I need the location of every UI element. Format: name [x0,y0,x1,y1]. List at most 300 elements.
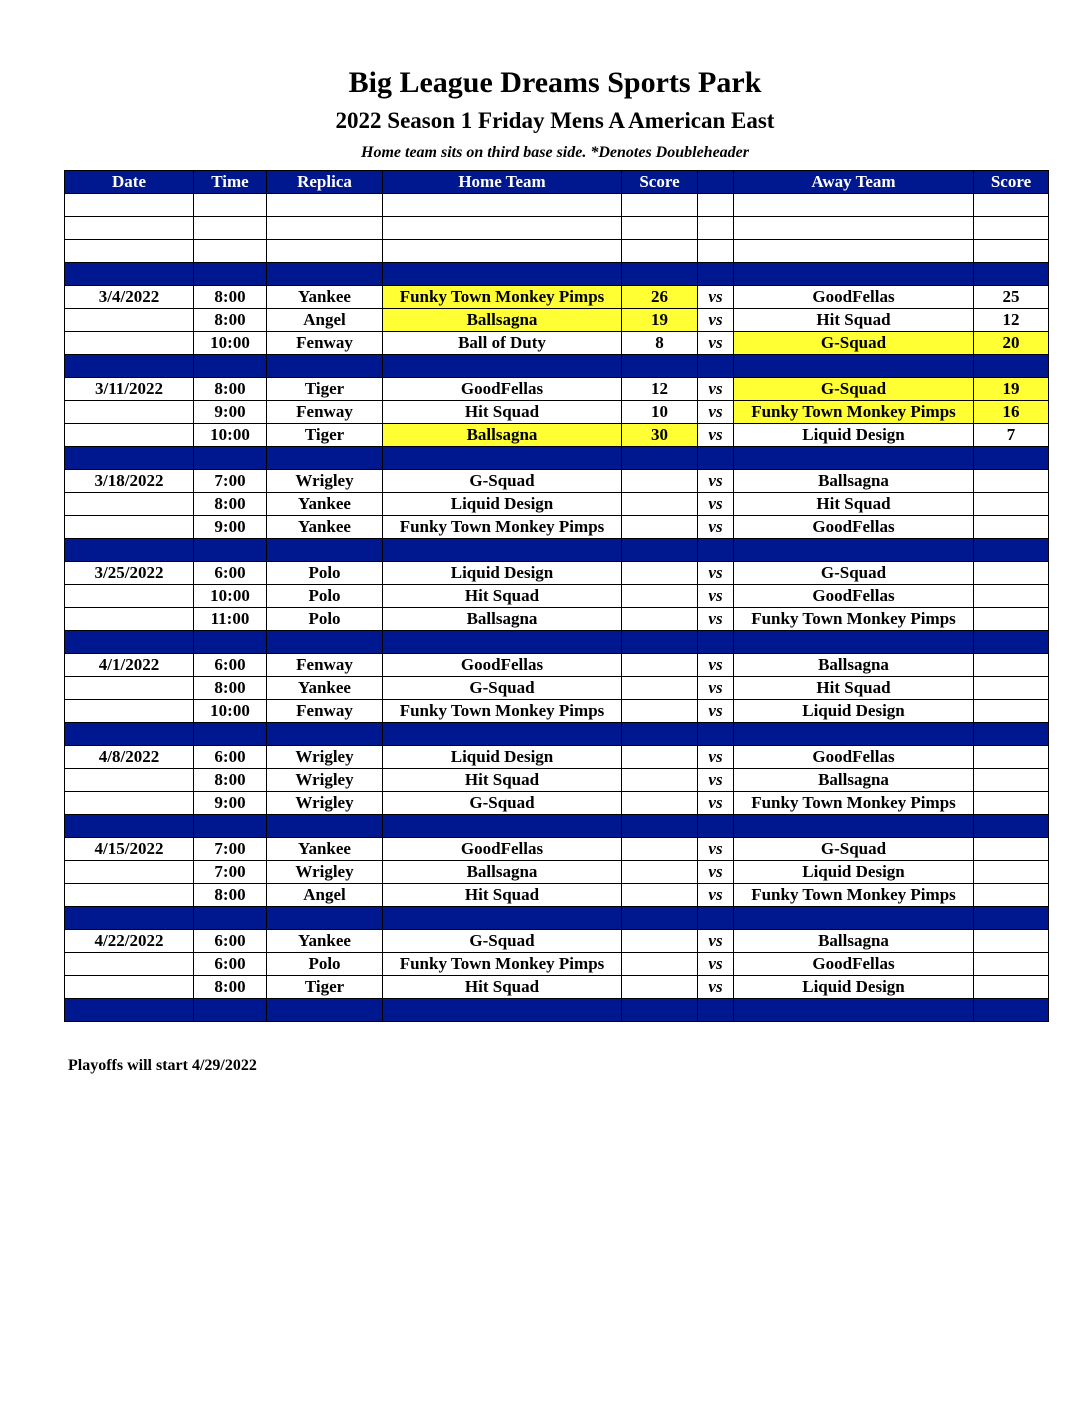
replica-cell [267,907,383,930]
vs-cell [698,355,734,378]
vs-cell: vs [698,424,734,447]
replica-cell [267,263,383,286]
date-cell [65,401,194,424]
separator-row [65,815,1049,838]
home-score-cell [622,815,698,838]
replica-cell [267,539,383,562]
away-score-cell [974,769,1049,792]
table-row [65,700,1049,723]
vs-cell: vs [698,378,734,401]
vs-cell: vs [698,677,734,700]
home-team-cell [383,355,622,378]
away-team-cell: GoodFellas [734,746,974,769]
away-score-cell [974,815,1049,838]
date-cell [65,309,194,332]
replica-cell: Fenway [267,332,383,355]
home-score-cell: 10 [622,401,698,424]
vs-cell [698,999,734,1022]
replica-cell: Angel [267,309,383,332]
table-row [65,769,1049,792]
away-team-cell [734,907,974,930]
home-score-cell [622,516,698,539]
away-team-cell: Funky Town Monkey Pimps [734,792,974,815]
vs-cell: vs [698,562,734,585]
away-score-cell: 20 [974,332,1049,355]
table-row [65,930,1049,953]
home-score-cell [622,240,698,263]
home-score-cell: 8 [622,332,698,355]
replica-cell: Fenway [267,654,383,677]
home-team-cell: GoodFellas [383,378,622,401]
away-team-cell: Ballsagna [734,769,974,792]
time-cell: 7:00 [194,861,267,884]
table-row [65,585,1049,608]
home-team-cell: Ballsagna [383,309,622,332]
date-cell: 3/4/2022 [65,286,194,309]
table-row [65,792,1049,815]
time-cell: 10:00 [194,585,267,608]
away-score-cell: 25 [974,286,1049,309]
away-score-cell [974,539,1049,562]
away-score-cell: 12 [974,309,1049,332]
time-cell: 8:00 [194,884,267,907]
time-cell [194,539,267,562]
vs-cell: vs [698,309,734,332]
home-score-cell: 26 [622,286,698,309]
date-cell [65,953,194,976]
home-score-cell [622,999,698,1022]
time-cell: 8:00 [194,493,267,516]
date-cell [65,677,194,700]
vs-cell [698,194,734,217]
away-score-cell [974,608,1049,631]
time-cell: 6:00 [194,930,267,953]
away-score-cell: 16 [974,401,1049,424]
away-score-cell [974,585,1049,608]
replica-cell: Wrigley [267,746,383,769]
date-cell [65,539,194,562]
vs-cell: vs [698,838,734,861]
date-cell: 3/11/2022 [65,378,194,401]
home-score-cell [622,539,698,562]
replica-cell [267,355,383,378]
date-cell [65,332,194,355]
separator-row [65,723,1049,746]
home-team-cell [383,539,622,562]
date-cell [65,516,194,539]
away-score-cell [974,562,1049,585]
away-score-cell [974,907,1049,930]
vs-cell: vs [698,608,734,631]
table-row [65,976,1049,999]
replica-cell [267,815,383,838]
home-score-cell: 19 [622,309,698,332]
vs-cell [698,263,734,286]
away-team-cell: Ballsagna [734,470,974,493]
replica-cell [267,217,383,240]
replica-cell: Yankee [267,930,383,953]
away-score-cell [974,999,1049,1022]
away-team-cell: GoodFellas [734,953,974,976]
time-cell [194,355,267,378]
time-cell: 8:00 [194,976,267,999]
time-cell: 6:00 [194,654,267,677]
separator-row [65,539,1049,562]
away-score-cell [974,470,1049,493]
away-team-cell: G-Squad [734,378,974,401]
home-team-cell [383,240,622,263]
time-cell [194,240,267,263]
date-cell [65,217,194,240]
away-team-cell: G-Squad [734,562,974,585]
home-score-cell [622,470,698,493]
replica-cell: Tiger [267,378,383,401]
table-row [65,838,1049,861]
table-row [65,516,1049,539]
away-team-cell: Funky Town Monkey Pimps [734,884,974,907]
vs-cell: vs [698,792,734,815]
separator-row [65,447,1049,470]
date-cell [65,999,194,1022]
time-cell: 7:00 [194,470,267,493]
home-team-cell [383,631,622,654]
time-cell: 8:00 [194,677,267,700]
date-cell [65,907,194,930]
date-cell: 4/1/2022 [65,654,194,677]
vs-cell: vs [698,286,734,309]
home-team-cell [383,999,622,1022]
home-score-cell [622,838,698,861]
replica-cell: Tiger [267,976,383,999]
time-cell [194,217,267,240]
date-cell [65,700,194,723]
table-row [65,884,1049,907]
vs-cell: vs [698,861,734,884]
home-team-cell: Hit Squad [383,769,622,792]
home-score-cell [622,746,698,769]
time-cell [194,631,267,654]
table-row [65,953,1049,976]
date-cell [65,861,194,884]
table-row [65,608,1049,631]
table-row [65,470,1049,493]
away-score-cell [974,976,1049,999]
away-score-cell [974,355,1049,378]
replica-cell: Yankee [267,493,383,516]
date-cell [65,355,194,378]
date-cell [65,631,194,654]
table-row [65,401,1049,424]
vs-cell [698,447,734,470]
vs-cell [698,539,734,562]
col-header-away-score: Score [974,171,1049,194]
away-score-cell [974,723,1049,746]
home-team-cell: Hit Squad [383,884,622,907]
time-cell: 8:00 [194,769,267,792]
away-team-cell: Liquid Design [734,700,974,723]
home-score-cell [622,907,698,930]
away-score-cell [974,654,1049,677]
date-cell [65,608,194,631]
away-team-cell: Hit Squad [734,493,974,516]
col-header-home-team: Home Team [383,171,622,194]
home-team-cell: Funky Town Monkey Pimps [383,516,622,539]
table-row [65,654,1049,677]
home-score-cell [622,608,698,631]
vs-cell: vs [698,746,734,769]
home-score-cell [622,792,698,815]
vs-cell [698,723,734,746]
separator-row [65,263,1049,286]
time-cell: 7:00 [194,838,267,861]
vs-cell: vs [698,401,734,424]
home-score-cell: 30 [622,424,698,447]
home-team-cell [383,194,622,217]
away-score-cell [974,930,1049,953]
time-cell [194,263,267,286]
away-score-cell [974,194,1049,217]
home-team-cell: Liquid Design [383,493,622,516]
blank-row [65,240,1049,263]
schedule-table [64,170,1049,1022]
away-score-cell [974,516,1049,539]
away-score-cell [974,263,1049,286]
time-cell [194,447,267,470]
away-team-cell: Liquid Design [734,976,974,999]
away-team-cell: Funky Town Monkey Pimps [734,608,974,631]
home-score-cell [622,700,698,723]
away-score-cell [974,700,1049,723]
away-score-cell [974,792,1049,815]
table-row [65,309,1049,332]
replica-cell: Angel [267,884,383,907]
away-score-cell [974,746,1049,769]
away-team-cell: GoodFellas [734,585,974,608]
table-row [65,493,1049,516]
away-team-cell [734,631,974,654]
date-cell [65,447,194,470]
away-team-cell: Liquid Design [734,861,974,884]
date-cell [65,585,194,608]
away-team-cell [734,539,974,562]
vs-cell: vs [698,585,734,608]
vs-cell: vs [698,953,734,976]
replica-cell [267,240,383,263]
col-header-time: Time [194,171,267,194]
table-row [65,861,1049,884]
away-score-cell [974,677,1049,700]
col-header-away-team: Away Team [734,171,974,194]
vs-cell: vs [698,493,734,516]
home-team-cell: Funky Town Monkey Pimps [383,700,622,723]
date-cell: 4/8/2022 [65,746,194,769]
away-score-cell [974,861,1049,884]
date-cell [65,240,194,263]
vs-cell: vs [698,930,734,953]
date-cell [65,976,194,999]
home-team-cell: Funky Town Monkey Pimps [383,286,622,309]
home-score-cell [622,631,698,654]
home-team-cell [383,217,622,240]
away-team-cell [734,217,974,240]
time-cell: 9:00 [194,401,267,424]
date-cell: 4/15/2022 [65,838,194,861]
away-team-cell: Funky Town Monkey Pimps [734,401,974,424]
away-score-cell [974,884,1049,907]
home-score-cell [622,677,698,700]
replica-cell [267,447,383,470]
away-team-cell [734,240,974,263]
time-cell: 9:00 [194,516,267,539]
vs-cell: vs [698,700,734,723]
home-team-cell [383,263,622,286]
home-score-cell [622,217,698,240]
time-cell [194,815,267,838]
replica-cell [267,723,383,746]
header-row [65,171,1049,194]
home-team-cell: G-Squad [383,930,622,953]
time-cell: 10:00 [194,424,267,447]
home-score-cell [622,355,698,378]
col-header-date: Date [65,171,194,194]
vs-cell: vs [698,884,734,907]
home-score-cell [622,723,698,746]
vs-cell [698,631,734,654]
table-row [65,746,1049,769]
vs-cell: vs [698,976,734,999]
replica-cell: Yankee [267,286,383,309]
time-cell: 8:00 [194,286,267,309]
time-cell: 9:00 [194,792,267,815]
home-team-cell [383,907,622,930]
home-score-cell [622,194,698,217]
table-row [65,332,1049,355]
away-team-cell [734,263,974,286]
home-score-cell [622,263,698,286]
away-team-cell [734,999,974,1022]
home-score-cell [622,884,698,907]
table-row [65,562,1049,585]
away-score-cell [974,838,1049,861]
replica-cell: Tiger [267,424,383,447]
date-cell [65,424,194,447]
date-cell [65,815,194,838]
date-cell: 3/25/2022 [65,562,194,585]
col-header-vs [698,171,734,194]
date-cell: 4/22/2022 [65,930,194,953]
replica-cell [267,631,383,654]
vs-cell: vs [698,516,734,539]
vs-cell [698,907,734,930]
away-team-cell: GoodFellas [734,286,974,309]
separator-row [65,631,1049,654]
away-score-cell [974,217,1049,240]
home-team-cell: Ballsagna [383,861,622,884]
home-team-cell: Ballsagna [383,608,622,631]
vs-cell: vs [698,654,734,677]
home-score-cell [622,769,698,792]
replica-cell: Polo [267,562,383,585]
away-team-cell: GoodFellas [734,516,974,539]
date-cell: 3/18/2022 [65,470,194,493]
home-score-cell [622,447,698,470]
home-score-cell [622,930,698,953]
replica-cell: Wrigley [267,470,383,493]
away-team-cell [734,815,974,838]
home-score-cell [622,976,698,999]
date-cell [65,263,194,286]
home-team-cell: Funky Town Monkey Pimps [383,953,622,976]
time-cell [194,723,267,746]
away-team-cell: Ballsagna [734,654,974,677]
time-cell [194,999,267,1022]
away-score-cell [974,493,1049,516]
away-team-cell [734,355,974,378]
time-cell: 11:00 [194,608,267,631]
home-score-cell [622,493,698,516]
table-row [65,424,1049,447]
vs-cell: vs [698,470,734,493]
page-title: Big League Dreams Sports Park [348,66,762,99]
away-score-cell: 7 [974,424,1049,447]
away-team-cell: G-Squad [734,332,974,355]
away-team-cell [734,194,974,217]
home-team-cell: Hit Squad [383,976,622,999]
schedule-note: Home team sits on third base side. *Denotes Doubleheader [361,144,749,161]
blank-row [65,194,1049,217]
home-team-cell: Ball of Duty [383,332,622,355]
separator-row [65,999,1049,1022]
home-team-cell: G-Squad [383,470,622,493]
home-score-cell: 12 [622,378,698,401]
home-score-cell [622,562,698,585]
away-score-cell [974,447,1049,470]
away-score-cell [974,631,1049,654]
replica-cell: Fenway [267,700,383,723]
home-team-cell: GoodFellas [383,654,622,677]
vs-cell [698,217,734,240]
time-cell: 10:00 [194,332,267,355]
date-cell [65,723,194,746]
home-team-cell: GoodFellas [383,838,622,861]
date-cell [65,792,194,815]
vs-cell [698,240,734,263]
replica-cell: Polo [267,585,383,608]
vs-cell: vs [698,332,734,355]
away-team-cell: Hit Squad [734,309,974,332]
home-team-cell [383,723,622,746]
home-team-cell: Liquid Design [383,562,622,585]
page-subtitle: 2022 Season 1 Friday Mens A American East [335,108,775,133]
table-row [65,677,1049,700]
home-team-cell: G-Squad [383,792,622,815]
away-score-cell [974,953,1049,976]
away-team-cell [734,723,974,746]
time-cell: 10:00 [194,700,267,723]
home-score-cell [622,953,698,976]
replica-cell: Wrigley [267,861,383,884]
vs-cell: vs [698,769,734,792]
time-cell: 6:00 [194,746,267,769]
time-cell: 8:00 [194,309,267,332]
col-header-home-score: Score [622,171,698,194]
table-row [65,378,1049,401]
away-team-cell: Liquid Design [734,424,974,447]
date-cell [65,884,194,907]
home-team-cell: G-Squad [383,677,622,700]
date-cell [65,493,194,516]
time-cell: 6:00 [194,562,267,585]
